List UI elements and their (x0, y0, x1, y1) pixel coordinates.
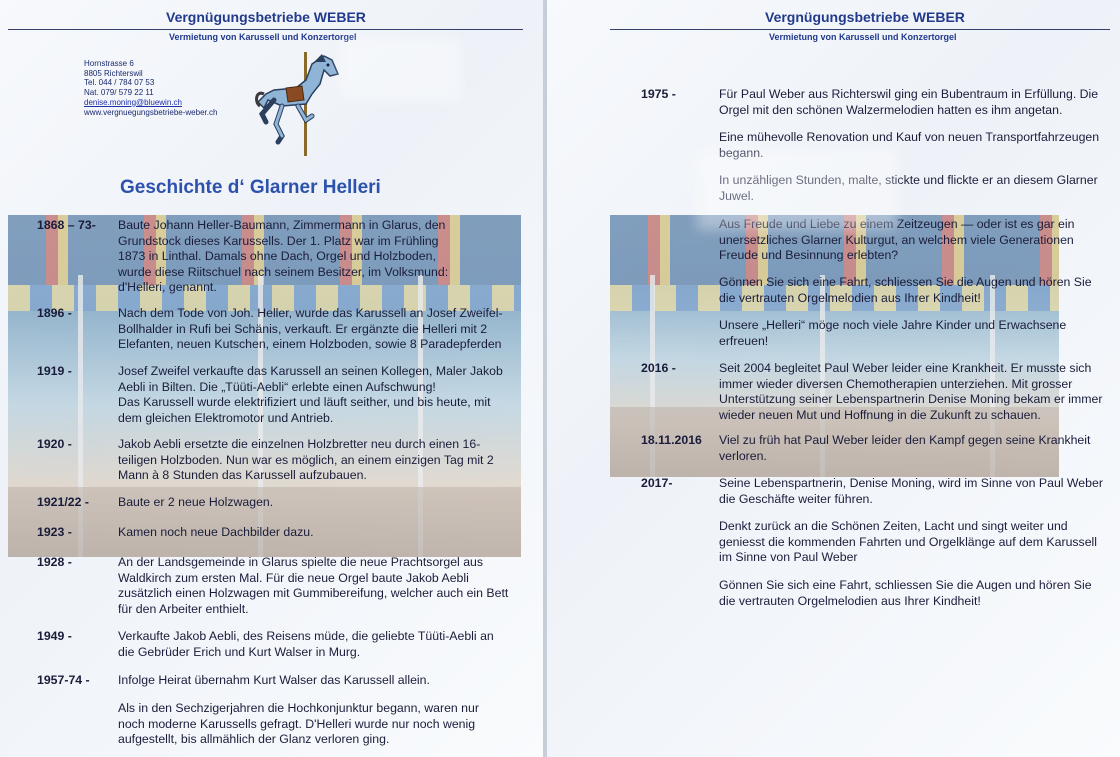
entry-year: 1923 - (37, 525, 72, 539)
left-page (0, 0, 543, 757)
entry-text: Für Paul Weber aus Richterswil ging ein Bubentraum in Erfüllung. Die Orgel mit den schönen Walzermelodien hatten es ihm angetan. (719, 87, 1099, 117)
entry-year: 1920 - (37, 437, 72, 451)
entry-text: Baute er 2 neue Holzwagen. (118, 495, 274, 509)
entry-text: Denkt zurück an die Schönen Zeiten, Lacht und singt weiter und geniesst die kommenden Fahrten und Orgelklänge auf dem Karussell im Sinne von Paul Weber (719, 519, 1098, 564)
company-name: Vergnügungsbetriebe WEBER (765, 9, 965, 25)
entry-text: Baute Johann Heller-Baumann, Zimmermann in Glarus, den Grundstock dieses Karussells. Der 1. Platz war im Frühling 1873 in Linthal. Damals ohne Dach, Orgel und Holzboden, wurde diese Riitschuel nach seinem Besitzer, im Volksmund: d'Helleri, genannt. (118, 218, 449, 294)
entry-text: Gönnen Sie sich eine Fahrt, schliessen Sie die Augen und hören Sie die vertrauten Orgelmelodien aus Ihrer Kindheit! (719, 275, 1092, 305)
contact-address (84, 59, 217, 117)
entry-text: Infolge Heirat übernahm Kurt Walser das Karussell allein. (118, 673, 430, 687)
entry-year: 1949 - (37, 629, 72, 643)
page-title: Geschichte d‘ Glarner Helleri (120, 177, 381, 198)
entry-year: 2016 - (641, 361, 676, 375)
entry-text: Seit 2004 begleitet Paul Weber leider eine Krankheit. Er musste sich immer wieder diversen Chemotherapien unterziehen. Mit grosser Unterstützung seiner Lebenspartnerin Denise Moning bekam er immer wieder neuen Mut und Hoffnung in die Zukunft zu schauen. (719, 361, 1103, 422)
company-subtitle: Vermietung von Karussell und Konzertorgel (769, 32, 957, 42)
entry-text: Viel zu früh hat Paul Weber leider den Kampf gegen seine Krankheit verloren. (719, 433, 1091, 463)
entry-text: Als in den Sechzigerjahren die Hochkonjunktur begann, waren nur noch moderne Karussells gefragt. D'Helleri wurde nur noch wenig aufgestellt, bis allmählich der Glanz verloren ging. (118, 701, 479, 746)
address-tel: Tel. 044 / 784 07 53 (84, 78, 155, 88)
address-street: Hornstrasse 6 (84, 59, 134, 68)
entry-year: 1896 - (37, 306, 72, 320)
entry-text: Josef Zweifel verkaufte das Karussell an seinen Kollegen, Maler Jakob Aebli in Bilten. Die „Tüüti-Aebli“ erlebte einen Aufschwung! Das Karussell wurde elektrifiziert und läuft seither, und bis heute, mit dem gleichen Elektromotor und Antrieb. (118, 364, 503, 425)
header-rule (8, 29, 523, 30)
entry-text: Seine Lebenspartnerin, Denise Moning, wird im Sinne von Paul Weber die Geschäfte weiter führen. (719, 476, 1103, 506)
entry-year: 1975 - (641, 87, 676, 101)
entry-text: Gönnen Sie sich eine Fahrt, schliessen Sie die Augen und hören Sie die vertrauten Orgelmelodien aus Ihrer Kindheit! (719, 578, 1092, 608)
entry-text: Nach dem Tode von Joh. Heller, wurde das Karussell an Josef Zweifel- Bollhalder in Rufi bei Schänis, verkauft. Er ergänzte die Helleri mit 2 Elefanten, neuen Kutschen, einem Holzboden, sowie 8 Paradepferden (118, 306, 503, 351)
company-subtitle: Vermietung von Karussell und Konzertorgel (169, 32, 357, 42)
entry-text: Unsere „Helleri“ möge noch viele Jahre Kinder und Erwachsene erfreuen! (719, 318, 1067, 348)
entry-year: 18.11.2016 (641, 433, 702, 447)
entry-text: An der Landsgemeinde in Glarus spielte die neue Prachtsorgel aus Waldkirch zum ersten Mal. Für die neue Orgel baute Jakob Aebli zusätzlich einen Holzwagen mit Gummibereifung, welcher auch ein Bett für den Arbeiter enthielt. (118, 555, 509, 616)
entry-text: In unzähligen Stunden, malte, stickte und flickte er an diesem Glarner Juwel. (719, 173, 1098, 203)
entry-year: 1919 - (37, 364, 72, 378)
right-page (547, 0, 1120, 757)
address-mobile: Nat. 079/ 579 22 11 (84, 88, 154, 98)
website-link[interactable]: www.vergnuegungsbetriebe-weber.ch (84, 107, 218, 117)
entry-text: Jakob Aebli ersetzte die einzelnen Holzbretter neu durch einen 16- teiligen Holzboden. Nun war es möglich, an einem einzigen Tag mit 2 Mann à 8 Stunden das Karussell aufzubauen. (118, 437, 494, 482)
entry-year: 2017- (641, 476, 673, 490)
entry-year: 1868 – 73- (37, 218, 96, 232)
entry-text: Eine mühevolle Renovation und Kauf von neuen Transportfahrzeugen begann. (719, 130, 1100, 160)
carousel-horse-logo (252, 50, 348, 158)
entry-text: Verkaufte Jakob Aebli, des Reisens müde, die geliebte Tüüti-Aebli an die Gebrüder Erich und Kurt Walser in Murg. (118, 629, 494, 659)
entry-text: Kamen noch neue Dachbilder dazu. (118, 525, 314, 539)
entry-text: Aus Freude und Liebe zu einem Zeitzeugen — oder ist es gar ein unersetzliches Glarner Kulturgut, an welchem viele Generationen Freude und Besinnung erlebten? (719, 217, 1075, 262)
company-name: Vergnügungsbetriebe WEBER (166, 9, 366, 25)
entry-year: 1928 - (37, 555, 72, 569)
entry-year: 1921/22 - (37, 495, 89, 509)
entry-year: 1957-74 - (37, 673, 90, 687)
header-rule (610, 29, 1110, 30)
address-city: 8805 Richterswil (84, 68, 143, 78)
email-link[interactable]: denise.moning@bluewin.ch (84, 97, 182, 107)
